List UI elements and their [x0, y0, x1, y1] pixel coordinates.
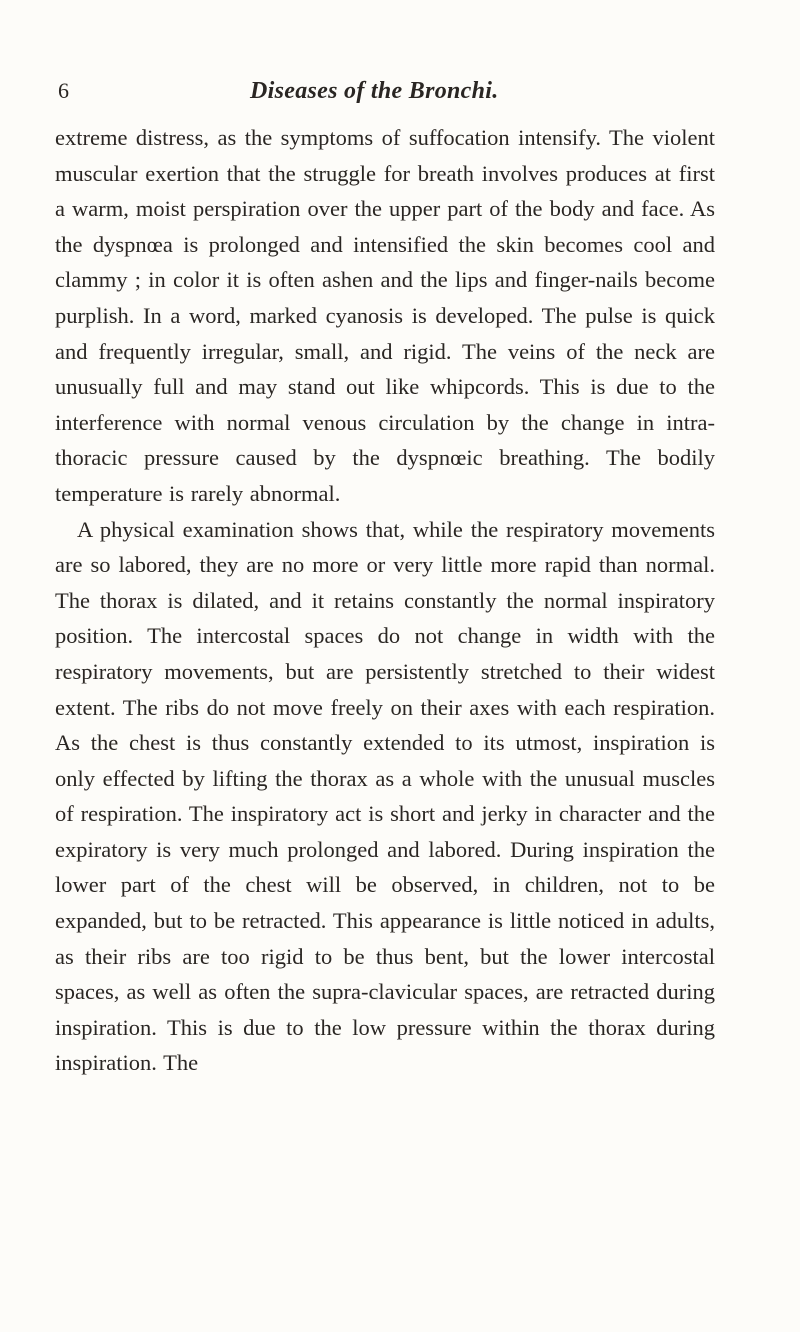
running-title: Diseases of the Bronchi.	[250, 78, 499, 104]
paragraph-symptoms: extreme distress, as the symptoms of suffocation intensify. The violent muscular exertion that the struggle for breath involves produces at first a warm, moist perspiration over the upper part of the body and face. As the dyspnœa is prolonged and intensified the skin becomes cool and clammy ; in color it is often ashen and the lips and finger-nails become purplish. In a word, marked cyanosis is developed. The pulse is quick and frequently irregular, small, and rigid. The veins of the neck are unusually full and may stand out like whipcords. This is due to the interference with normal venous circulation by the change in intra-thoracic pressure caused by the dyspnœic breathing. The bodily temperature is rarely abnormal.	[55, 125, 715, 506]
page-number: 6	[58, 78, 69, 103]
running-head	[58, 78, 698, 112]
body-text	[55, 120, 715, 1081]
paragraph-physical-examination: A physical examination shows that, while the respiratory movements are so labored, they are no more or very little more rapid than normal. The thorax is dilated, and it retains constantly the normal inspiratory position. The intercostal spaces do not change in width with the respiratory movements, but are persistently stretched to their widest extent. The ribs do not move freely on their axes with each respiration. As the chest is thus constantly extended to its utmost, inspiration is only effected by lifting the thorax as a whole with the unusual muscles of respiration. The inspiratory act is short and jerky in character and the expiratory is very much prolonged and labored. During inspiration the lower part of the chest will be observed, in children, not to be expanded, but to be retracted. This appearance is little noticed in adults, as their ribs are too rigid to be thus bent, but the lower intercostal spaces, as well as often the supra-clavicular spaces, are retracted during inspiration. This is due to the low pressure within the thorax during inspiration. The	[55, 516, 715, 1076]
